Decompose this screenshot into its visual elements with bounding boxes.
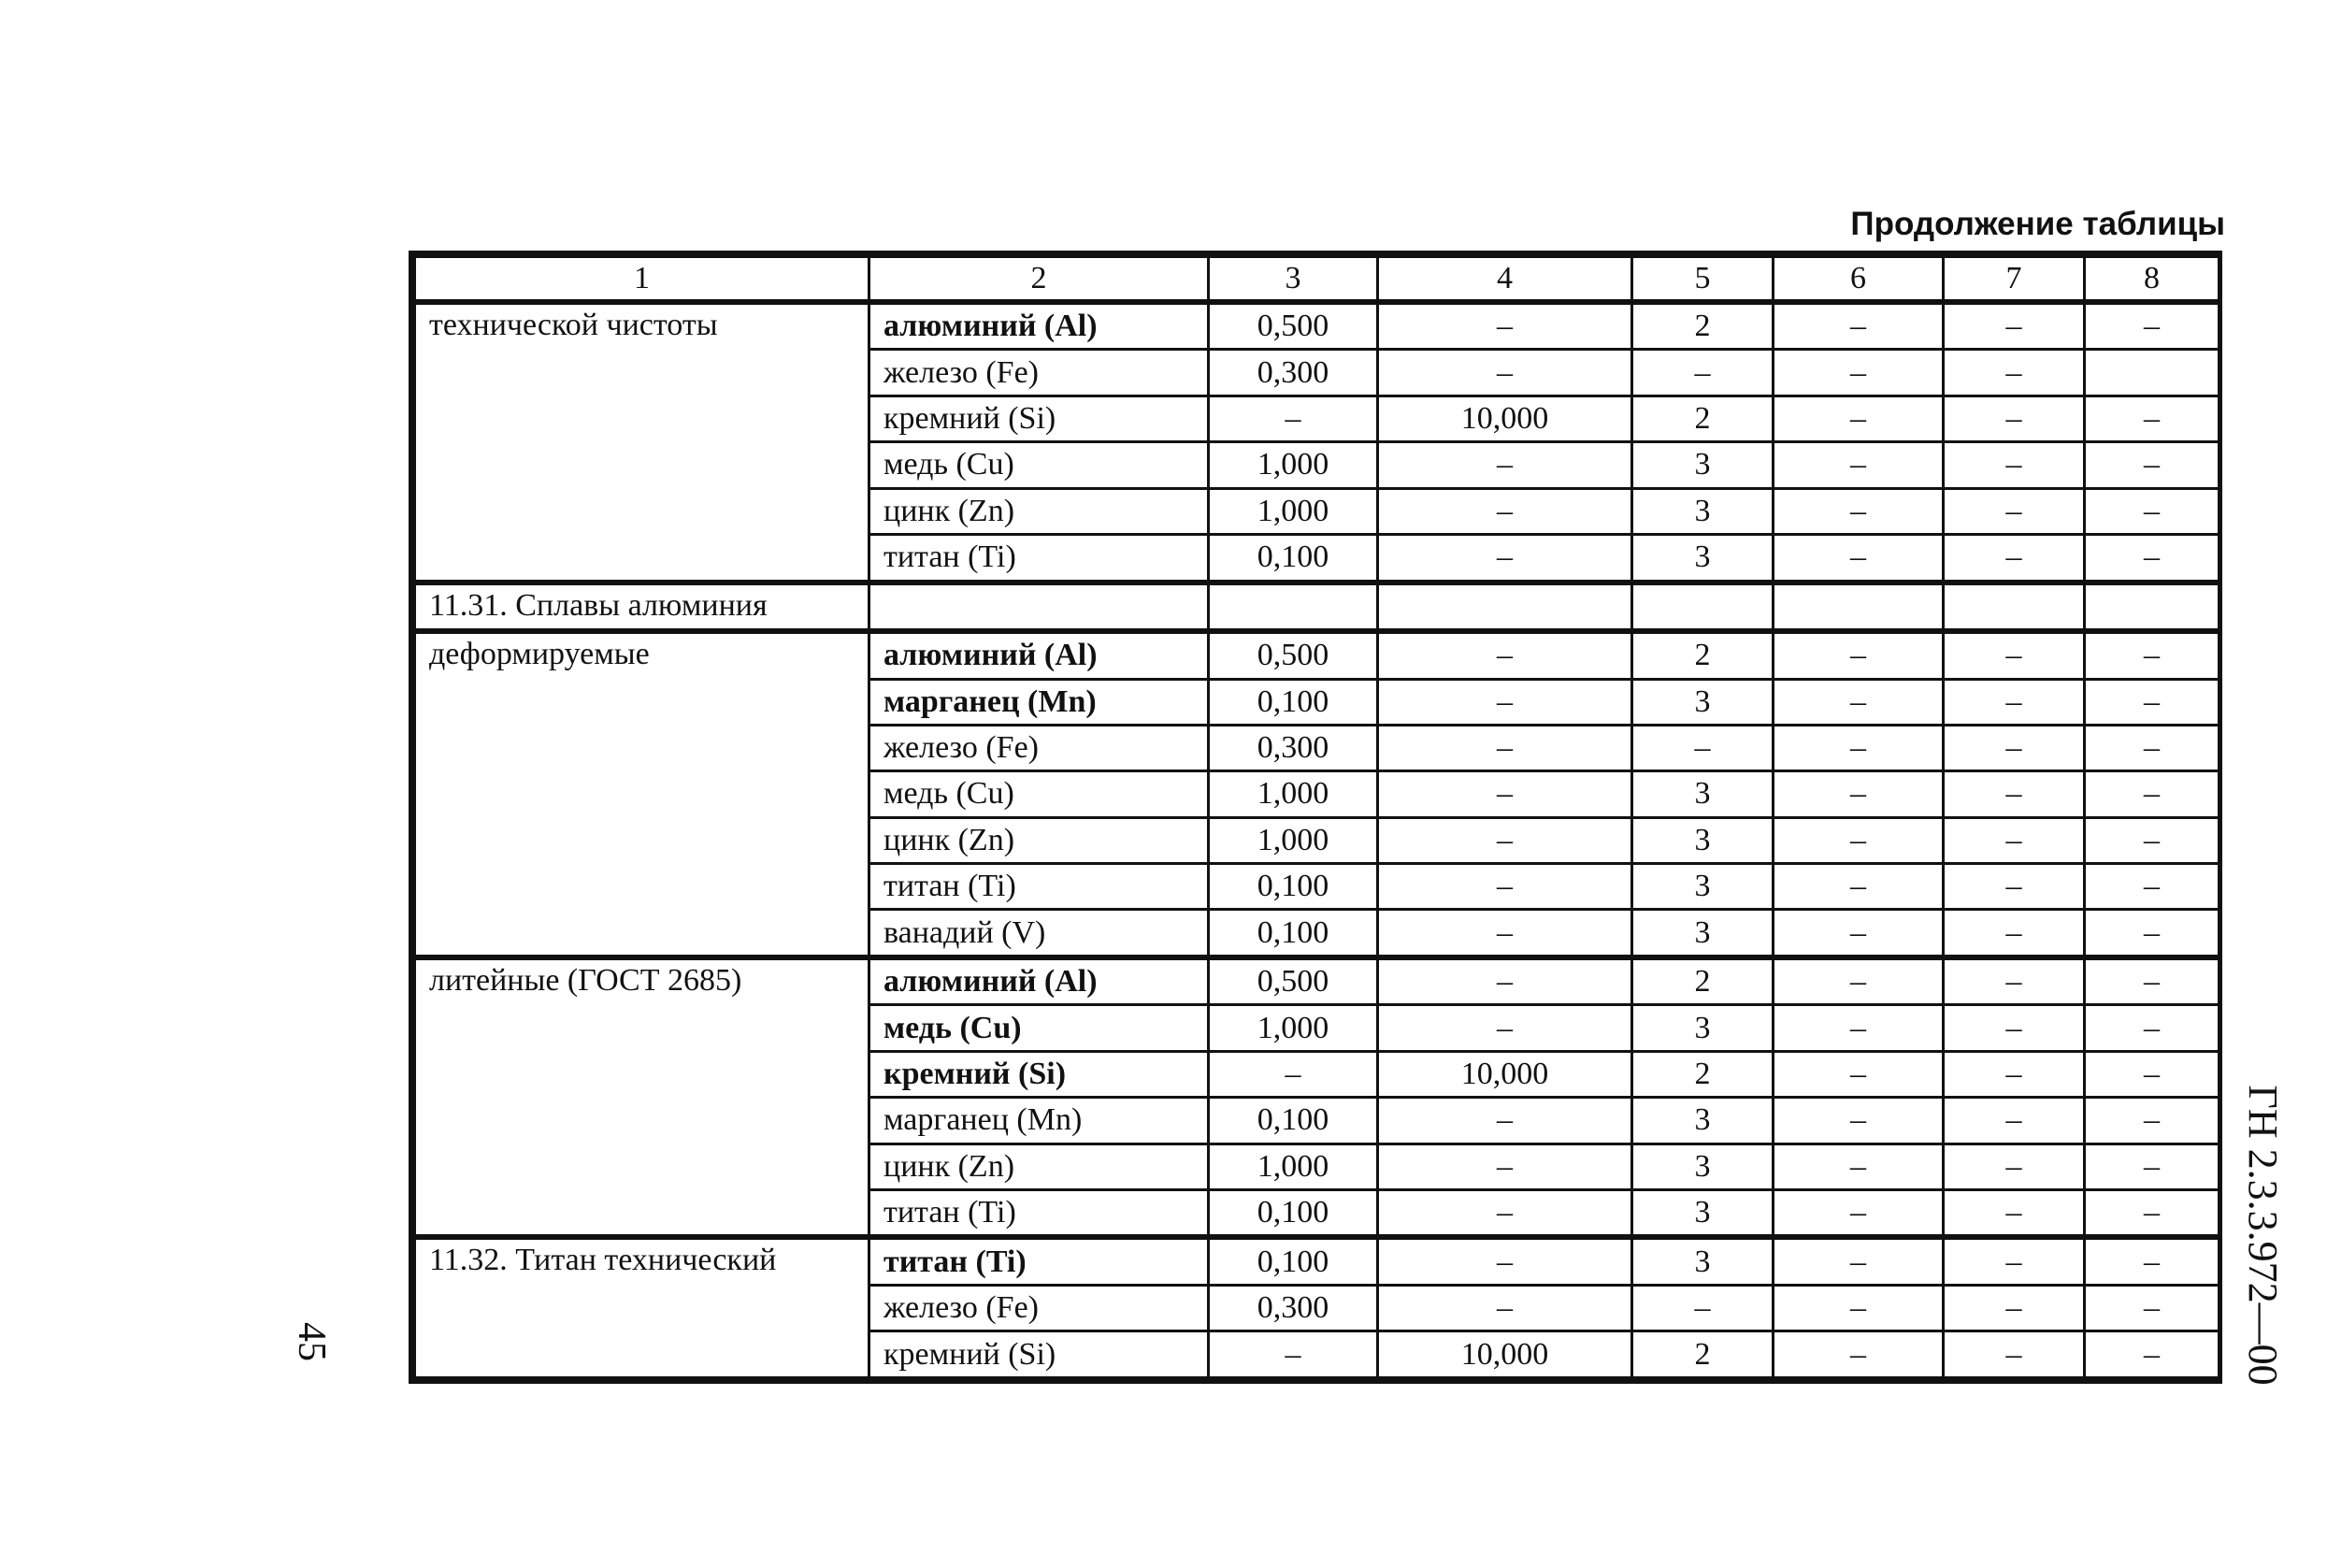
value-cell-3: 0,500 [1209,302,1378,350]
value-cell-8 [2085,583,2219,632]
value-cell-7: – [1944,1189,2085,1237]
value-cell-4: – [1378,350,1632,396]
element-cell: цинк (Zn) [869,817,1209,863]
value-cell-4: – [1378,725,1632,770]
value-cell-4: – [1378,1189,1632,1237]
value-cell-3: 0,100 [1209,864,1378,910]
value-cell-6: – [1774,864,1944,910]
header-row [415,257,2219,303]
column-header-6: 6 [1774,257,1944,303]
value-cell-4: – [1378,864,1632,910]
value-cell-6: – [1774,1189,1944,1237]
value-cell-7: – [1944,864,2085,910]
value-cell-5: 3 [1632,1005,1774,1051]
value-cell-6: – [1774,1285,1944,1331]
value-cell-7: – [1944,1237,2085,1285]
product-name-cell: технической чистоты [415,302,869,583]
value-cell-8: – [2085,631,2219,679]
value-cell-4: – [1378,488,1632,534]
value-cell-4: – [1378,1005,1632,1051]
value-cell-3: 1,000 [1209,488,1378,534]
value-cell-8: – [2085,957,2219,1005]
value-cell-8: – [2085,1144,2219,1189]
value-cell-5 [1632,583,1774,632]
value-cell-4: 10,000 [1378,1331,1632,1378]
value-cell-7: – [1944,1098,2085,1144]
element-cell [869,583,1209,632]
product-name-cell: 11.31. Сплавы алюминия [415,583,869,632]
standards-table-grid [413,255,2220,1379]
value-cell-7: – [1944,1144,2085,1189]
value-cell-8: – [2085,1051,2219,1097]
value-cell-6: – [1774,1144,1944,1189]
value-cell-4: – [1378,631,1632,679]
value-cell-3: 0,100 [1209,535,1378,583]
value-cell-7: – [1944,1051,2085,1097]
value-cell-6: – [1774,1005,1944,1051]
element-cell: титан (Ti) [869,1237,1209,1285]
value-cell-5: 2 [1632,396,1774,441]
value-cell-3: – [1209,1051,1378,1097]
value-cell-8: – [2085,1098,2219,1144]
value-cell-7: – [1944,350,2085,396]
value-cell-6: – [1774,817,1944,863]
value-cell-4: – [1378,535,1632,583]
value-cell-5: 3 [1632,535,1774,583]
element-cell: железо (Fe) [869,1285,1209,1331]
value-cell-3: 0,100 [1209,1189,1378,1237]
value-cell-6: – [1774,350,1944,396]
value-cell-7: – [1944,442,2085,488]
value-cell-5: – [1632,725,1774,770]
value-cell-4: – [1378,1237,1632,1285]
column-header-5: 5 [1632,257,1774,303]
page-number: 45 [290,1322,333,1361]
value-cell-8: – [2085,488,2219,534]
column-header-7: 7 [1944,257,2085,303]
value-cell-4: – [1378,817,1632,863]
value-cell-3: 1,000 [1209,1005,1378,1051]
value-cell-5: – [1632,350,1774,396]
value-cell-4: – [1378,771,1632,817]
value-cell-7: – [1944,1005,2085,1051]
document-code: ГН 2.3.3.972—00 [2240,1085,2286,1386]
value-cell-3: 1,000 [1209,1144,1378,1189]
value-cell-5: 2 [1632,957,1774,1005]
element-cell: ванадий (V) [869,910,1209,957]
element-cell: медь (Cu) [869,771,1209,817]
value-cell-6: – [1774,910,1944,957]
value-cell-7: – [1944,725,2085,770]
element-cell: цинк (Zn) [869,488,1209,534]
value-cell-6: – [1774,679,1944,725]
value-cell-4: 10,000 [1378,1051,1632,1097]
value-cell-6: – [1774,396,1944,441]
value-cell-3: 0,100 [1209,910,1378,957]
column-header-8: 8 [2085,257,2219,303]
value-cell-4: – [1378,1285,1632,1331]
value-cell-4 [1378,583,1632,632]
table-row [415,1237,2219,1285]
value-cell-7: – [1944,631,2085,679]
value-cell-5: 2 [1632,1051,1774,1097]
element-cell: кремний (Si) [869,1331,1209,1378]
value-cell-7: – [1944,488,2085,534]
value-cell-7: – [1944,535,2085,583]
value-cell-8: – [2085,910,2219,957]
table-row [415,302,2219,350]
value-cell-7: – [1944,817,2085,863]
value-cell-8: – [2085,442,2219,488]
value-cell-3: 1,000 [1209,817,1378,863]
value-cell-8: – [2085,1285,2219,1331]
value-cell-8: – [2085,302,2219,350]
value-cell-8: – [2085,864,2219,910]
element-cell: титан (Ti) [869,864,1209,910]
table-body [415,302,2219,1378]
element-cell: кремний (Si) [869,1051,1209,1097]
value-cell-7: – [1944,679,2085,725]
value-cell-5: 3 [1632,488,1774,534]
table-row [415,957,2219,1005]
value-cell-8: – [2085,1005,2219,1051]
element-cell: медь (Cu) [869,1005,1209,1051]
value-cell-6: – [1774,1098,1944,1144]
value-cell-3: 0,100 [1209,1098,1378,1144]
value-cell-4: – [1378,910,1632,957]
value-cell-5: 3 [1632,1144,1774,1189]
value-cell-6: – [1774,771,1944,817]
element-cell: железо (Fe) [869,725,1209,770]
value-cell-5: 3 [1632,679,1774,725]
element-cell: алюминий (Al) [869,631,1209,679]
product-name-cell: литейные (ГОСТ 2685) [415,957,869,1238]
value-cell-8: – [2085,1189,2219,1237]
value-cell-8: – [2085,679,2219,725]
value-cell-8: – [2085,817,2219,863]
value-cell-3: – [1209,396,1378,441]
value-cell-4: – [1378,302,1632,350]
element-cell: цинк (Zn) [869,1144,1209,1189]
value-cell-6: – [1774,631,1944,679]
value-cell-5: 3 [1632,864,1774,910]
value-cell-7 [1944,583,2085,632]
value-cell-3 [1209,583,1378,632]
value-cell-4: – [1378,1098,1632,1144]
value-cell-5: 3 [1632,771,1774,817]
product-name-cell: 11.32. Титан технический [415,1237,869,1377]
value-cell-5: – [1632,1285,1774,1331]
element-cell: алюминий (Al) [869,302,1209,350]
value-cell-3: 0,500 [1209,957,1378,1005]
value-cell-3: 1,000 [1209,771,1378,817]
value-cell-5: 3 [1632,442,1774,488]
value-cell-6: – [1774,1331,1944,1378]
value-cell-7: – [1944,302,2085,350]
table-row [415,631,2219,679]
value-cell-6: – [1774,1237,1944,1285]
value-cell-3: 0,300 [1209,350,1378,396]
value-cell-5: 3 [1632,1237,1774,1285]
value-cell-5: 2 [1632,631,1774,679]
element-cell: кремний (Si) [869,396,1209,441]
value-cell-5: 2 [1632,1331,1774,1378]
element-cell: алюминий (Al) [869,957,1209,1005]
product-name-cell: деформируемые [415,631,869,957]
value-cell-4: – [1378,679,1632,725]
value-cell-3: 1,000 [1209,442,1378,488]
column-header-2: 2 [869,257,1209,303]
value-cell-4: 10,000 [1378,396,1632,441]
value-cell-8: – [2085,1237,2219,1285]
value-cell-5: 3 [1632,817,1774,863]
value-cell-6: – [1774,488,1944,534]
value-cell-6: – [1774,1051,1944,1097]
value-cell-8: – [2085,725,2219,770]
value-cell-3: 0,500 [1209,631,1378,679]
value-cell-4: – [1378,1144,1632,1189]
value-cell-3: 0,100 [1209,679,1378,725]
value-cell-5: 3 [1632,1098,1774,1144]
value-cell-3: 0,300 [1209,725,1378,770]
value-cell-3: 0,300 [1209,1285,1378,1331]
value-cell-4: – [1378,957,1632,1005]
column-header-4: 4 [1378,257,1632,303]
value-cell-7: – [1944,910,2085,957]
value-cell-4: – [1378,442,1632,488]
value-cell-8: – [2085,396,2219,441]
value-cell-6: – [1774,957,1944,1005]
value-cell-5: 3 [1632,910,1774,957]
value-cell-3: 0,100 [1209,1237,1378,1285]
value-cell-6: – [1774,302,1944,350]
element-cell: марганец (Mn) [869,1098,1209,1144]
column-header-3: 3 [1209,257,1378,303]
value-cell-5: 2 [1632,302,1774,350]
value-cell-7: – [1944,957,2085,1005]
element-cell: марганец (Mn) [869,679,1209,725]
value-cell-6: – [1774,535,1944,583]
value-cell-7: – [1944,1331,2085,1378]
value-cell-6 [1774,583,1944,632]
value-cell-8 [2085,350,2219,396]
value-cell-8: – [2085,535,2219,583]
table-row [415,583,2219,632]
element-cell: титан (Ti) [869,1189,1209,1237]
value-cell-6: – [1774,442,1944,488]
value-cell-7: – [1944,771,2085,817]
value-cell-6: – [1774,725,1944,770]
value-cell-8: – [2085,771,2219,817]
element-cell: железо (Fe) [869,350,1209,396]
standards-table [409,251,2222,1384]
table-caption: Продолжение таблицы [1850,206,2225,242]
element-cell: медь (Cu) [869,442,1209,488]
value-cell-8: – [2085,1331,2219,1378]
column-header-1: 1 [415,257,869,303]
element-cell: титан (Ti) [869,535,1209,583]
value-cell-7: – [1944,396,2085,441]
value-cell-5: 3 [1632,1189,1774,1237]
value-cell-7: – [1944,1285,2085,1331]
value-cell-3: – [1209,1331,1378,1378]
